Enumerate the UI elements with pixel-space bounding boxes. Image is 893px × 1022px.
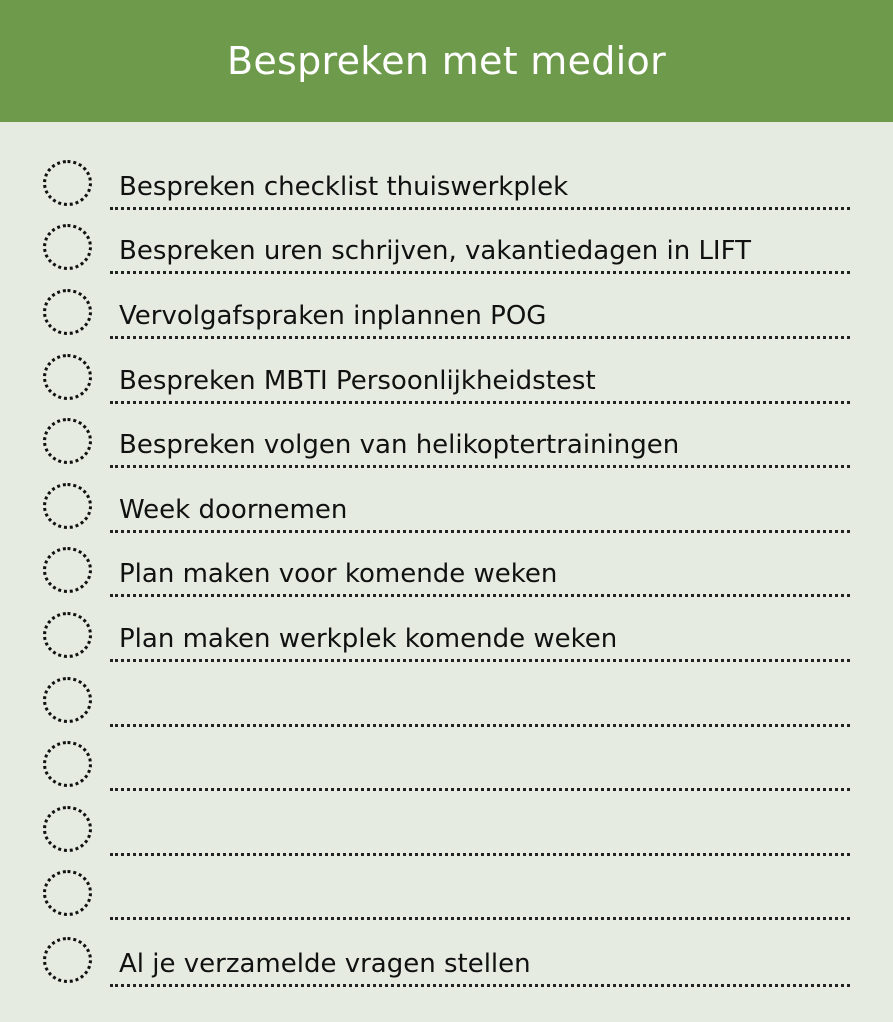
dotted-line: [110, 594, 850, 597]
checkbox-circle-icon[interactable]: [43, 289, 92, 335]
checklist-item-label: Week doornemen: [119, 495, 348, 525]
dotted-line: [110, 465, 850, 468]
checklist-item-label: Bespreken volgen van helikoptertrainingen: [119, 430, 680, 460]
dotted-line: [110, 853, 850, 856]
checklist-item[interactable]: [0, 287, 893, 351]
checkbox-circle-icon[interactable]: [43, 547, 92, 593]
checklist-item[interactable]: [0, 868, 893, 932]
checklist-item-label: Al je verzamelde vragen stellen: [119, 949, 531, 979]
dotted-line: [110, 984, 850, 987]
dotted-line: [110, 917, 850, 920]
dotted-line: [110, 207, 850, 210]
dotted-line: [110, 336, 850, 339]
checklist-item-label: Bespreken checklist thuiswerkplek: [119, 172, 569, 202]
checkbox-circle-icon[interactable]: [43, 160, 92, 206]
checkbox-circle-icon[interactable]: [43, 354, 92, 400]
checklist-item[interactable]: [0, 222, 893, 286]
dotted-line: [110, 271, 850, 274]
checklist-item-label: Bespreken MBTI Persoonlijkheidstest: [119, 366, 596, 396]
checklist-item[interactable]: [0, 610, 893, 674]
dotted-line: [110, 659, 850, 662]
checkbox-circle-icon[interactable]: [43, 612, 92, 658]
checklist-item-label: Plan maken voor komende weken: [119, 559, 558, 589]
dotted-line: [110, 788, 850, 791]
checklist-item[interactable]: [0, 481, 893, 545]
checkbox-circle-icon[interactable]: [43, 937, 92, 983]
checklist-item-label: Plan maken werkplek komende weken: [119, 624, 618, 654]
dotted-line: [110, 724, 850, 727]
checklist-item-label: Vervolgafspraken inplannen POG: [119, 301, 547, 331]
dotted-line: [110, 530, 850, 533]
checkbox-circle-icon[interactable]: [43, 483, 92, 529]
checklist-item[interactable]: [0, 545, 893, 609]
checklist-item[interactable]: [0, 804, 893, 868]
checklist-item[interactable]: [0, 935, 893, 999]
page-title: Bespreken met medior: [226, 39, 667, 83]
checkbox-circle-icon[interactable]: [43, 870, 92, 916]
dotted-line: [110, 401, 850, 404]
checkbox-circle-icon[interactable]: [43, 224, 92, 270]
checkbox-circle-icon[interactable]: [43, 418, 92, 464]
checklist-item[interactable]: [0, 416, 893, 480]
checklist-item-label: Bespreken uren schrijven, vakantiedagen in LIFT: [119, 236, 751, 266]
checklist-item[interactable]: [0, 352, 893, 416]
checklist-item[interactable]: [0, 158, 893, 222]
checkbox-circle-icon[interactable]: [43, 806, 92, 852]
checklist-item[interactable]: [0, 739, 893, 803]
checkbox-circle-icon[interactable]: [43, 741, 92, 787]
checkbox-circle-icon[interactable]: [43, 677, 92, 723]
checklist-item[interactable]: [0, 675, 893, 739]
